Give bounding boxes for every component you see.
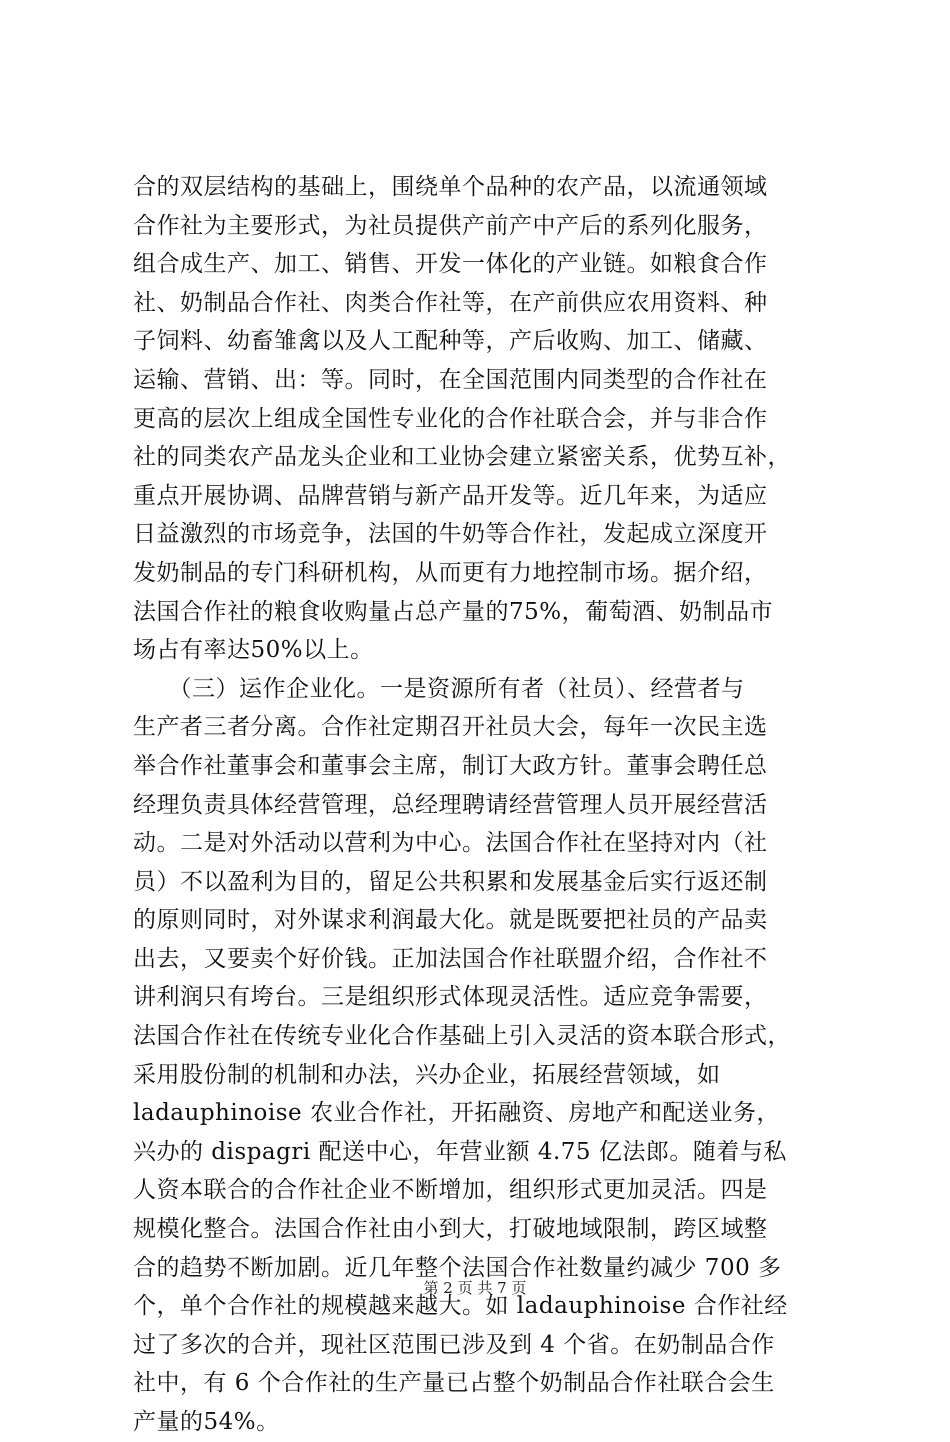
text-line: 过了多次的合并，现社区范围已涉及到 4 个省。在奶制品合作 [133, 1331, 775, 1358]
text-line: 经理负责具体经营管理，总经理聘请经营管理人员开展经营活 [133, 791, 768, 818]
text-line: 人资本联合的合作社企业不断增加，组织形式更加灵活。四是 [133, 1177, 768, 1204]
text-line: （三）运作企业化。一是资源所有者（社员）、经营者与 [133, 675, 745, 702]
text-line: 社的同类农产品龙头企业和工业协会建立紧密关系，优势互补， [133, 444, 791, 471]
text-line: 法国合作社在传统专业化合作基础上引入灵活的资本联合形式， [133, 1023, 791, 1050]
text-line: 发奶制品的专门科研机构，从而更有力地控制市场。据介绍， [133, 559, 768, 586]
text-line: ladauphinoise 农业合作社，开拓融资、房地产和配送业务， [133, 1100, 780, 1127]
body-text [133, 168, 833, 1442]
text-line: 更高的层次上组成全国性专业化的合作社联合会，并与非合作 [133, 405, 768, 432]
text-line: 重点开展协调、品牌营销与新产品开发等。近几年来，为适应 [133, 482, 768, 509]
text-line: 组合成生产、加工、销售、开发一体化的产业链。如粮食合作 [133, 251, 768, 278]
text-line: 子饲料、幼畜雏禽以及人工配种等，产后收购、加工、储藏、 [133, 328, 768, 355]
text-line: 产量的54%。 [133, 1409, 280, 1435]
page-number-footer: 第 2 页 共 7 页 [423, 1279, 527, 1297]
text-line: 采用股份制的机制和办法，兴办企业，拓展经营领域，如 [133, 1061, 721, 1088]
text-line: 个，单个合作社的规模越来越大。如 ladauphinoise 合作社经 [133, 1293, 788, 1320]
text-line: 的原则同时，对外谋求利润最大化。就是既要把社员的产品卖 [133, 907, 768, 934]
text-line: 员）不以盈利为目的，留足公共积累和发展基金后实行返还制 [133, 868, 768, 895]
text-line: 兴办的 dispagri 配送中心，年营业额 4.75 亿法郎。随着与私 [133, 1138, 787, 1165]
text-line: 社、奶制品合作社、肉类合作社等，在产前供应农用资料、种 [133, 289, 768, 316]
text-line: 合作社为主要形式，为社员提供产前产中产后的系列化服务， [133, 212, 768, 239]
text-line: 场占有率达50%以上。 [133, 637, 374, 664]
text-line: 合的趋势不断加剧。近几年整个法国合作社数量约减少 700 多 [133, 1254, 782, 1281]
text-line: 生产者三者分离。合作社定期召开社员大会，每年一次民主选 [133, 714, 768, 741]
text-line: 社中，有 6 个合作社的生产量已占整个奶制品合作社联合会生 [133, 1370, 775, 1397]
text-line: 运输、营销、出：等。同时，在全国范围内同类型的合作社在 [133, 366, 768, 393]
text-line: 合的双层结构的基础上，围绕单个品种的农产品，以流通领域 [133, 174, 768, 200]
text-line: 举合作社董事会和董事会主席，制订大政方针。董事会聘任总 [133, 752, 768, 779]
text-line: 规模化整合。法国合作社由小到大，打破地域限制，跨区域整 [133, 1216, 768, 1243]
text-line: 讲利润只有垮台。三是组织形式体现灵活性。适应竞争需要， [133, 984, 768, 1011]
text-line: 日益激烈的市场竞争，法国的牛奶等合作社，发起成立深度开 [133, 521, 768, 548]
text-line: 动。二是对外活动以营利为中心。法国合作社在坚持对内（社 [133, 830, 768, 857]
text-line: 出去，又要卖个好价钱。正加法国合作社联盟介绍，合作社不 [133, 945, 768, 972]
text-line: 法国合作社的粮食收购量占总产量的75%，葡萄酒、奶制品市 [133, 598, 774, 625]
